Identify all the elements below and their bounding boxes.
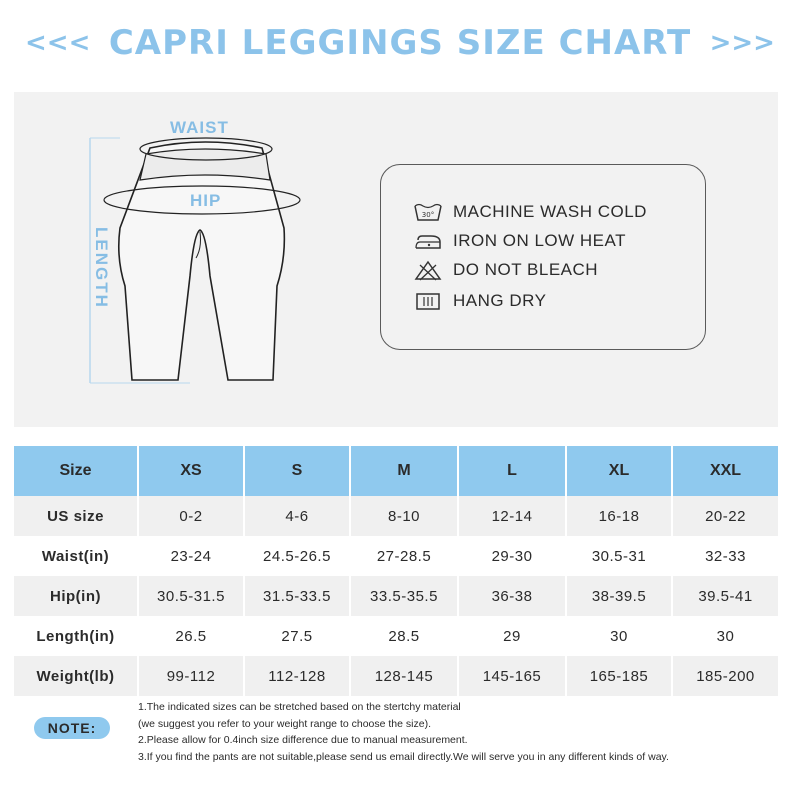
table-cell: 20-22 <box>672 496 778 536</box>
table-cell: 165-185 <box>566 656 672 696</box>
table-cell: 39.5-41 <box>672 576 778 616</box>
column-header: XXL <box>672 446 778 496</box>
table-cell: 30 <box>566 616 672 656</box>
table-cell: 24.5-26.5 <box>244 536 350 576</box>
size-table-wrapper <box>14 446 778 696</box>
table-cell: 23-24 <box>138 536 244 576</box>
row-label: Hip(in) <box>14 576 138 616</box>
care-item-dry <box>413 288 546 314</box>
right-arrows: >>> <box>709 28 775 58</box>
left-arrows: <<< <box>25 28 91 58</box>
table-cell: 12-14 <box>458 496 566 536</box>
table-cell: 29 <box>458 616 566 656</box>
table-row <box>14 496 778 536</box>
table-cell: 30.5-31.5 <box>138 576 244 616</box>
row-label: Waist(in) <box>14 536 138 576</box>
waist-label: WAIST <box>170 118 229 137</box>
length-label: LENGTH <box>92 227 111 309</box>
care-item-wash <box>413 199 647 225</box>
table-cell: 27.5 <box>244 616 350 656</box>
note-line: (we suggest you refer to your weight range to choose the size). <box>138 717 431 730</box>
table-cell: 32-33 <box>672 536 778 576</box>
column-header: Size <box>14 446 138 496</box>
table-cell: 36-38 <box>458 576 566 616</box>
row-label: US size <box>14 496 138 536</box>
care-text-wash: MACHINE WASH COLD <box>453 202 647 221</box>
table-row <box>14 616 778 656</box>
table-cell: 29-30 <box>458 536 566 576</box>
care-instructions-box <box>380 164 706 350</box>
page-title: CAPRI LEGGINGS SIZE CHART <box>108 23 692 63</box>
care-text-iron: IRON ON LOW HEAT <box>453 231 626 250</box>
column-header: XL <box>566 446 672 496</box>
table-row <box>14 536 778 576</box>
hip-label: HIP <box>190 191 222 210</box>
table-row <box>14 656 778 696</box>
table-cell: 99-112 <box>138 656 244 696</box>
notes-block <box>138 699 788 765</box>
column-header: XS <box>138 446 244 496</box>
table-header-row <box>14 446 778 496</box>
table-cell: 8-10 <box>350 496 458 536</box>
care-item-bleach <box>413 257 598 283</box>
column-header: M <box>350 446 458 496</box>
row-label: Length(in) <box>14 616 138 656</box>
care-text-bleach: DO NOT BLEACH <box>453 260 599 279</box>
column-header: S <box>244 446 350 496</box>
note-line: 1.The indicated sizes can be stretched based on the stertchy material <box>138 701 461 713</box>
table-cell: 28.5 <box>350 616 458 656</box>
note-badge: NOTE: <box>34 717 110 739</box>
table-cell: 128-145 <box>350 656 458 696</box>
note-line: 3.If you find the pants are not suitable,please send us email directly.We will serve you in any different kinds of way. <box>138 750 669 763</box>
table-cell: 4-6 <box>244 496 350 536</box>
table-cell: 27-28.5 <box>350 536 458 576</box>
table-cell: 38-39.5 <box>566 576 672 616</box>
svg-text:30°: 30° <box>421 211 435 219</box>
table-cell: 30 <box>672 616 778 656</box>
table-cell: 26.5 <box>138 616 244 656</box>
care-item-iron <box>413 228 626 254</box>
size-table <box>14 446 778 696</box>
table-cell: 0-2 <box>138 496 244 536</box>
note-line: 2.Please allow for 0.4inch size difference due to manual measurement. <box>138 734 468 746</box>
table-cell: 31.5-33.5 <box>244 576 350 616</box>
care-text-dry: HANG DRY <box>453 291 547 310</box>
table-cell: 33.5-35.5 <box>350 576 458 616</box>
table-cell: 145-165 <box>458 656 566 696</box>
table-row <box>14 576 778 616</box>
wash-30-icon <box>413 201 443 223</box>
iron-low-icon <box>413 230 443 252</box>
table-cell: 30.5-31 <box>566 536 672 576</box>
table-cell: 112-128 <box>244 656 350 696</box>
no-bleach-icon <box>413 259 443 281</box>
hang-dry-icon <box>413 290 443 312</box>
page-header <box>0 18 800 68</box>
table-cell: 16-18 <box>566 496 672 536</box>
row-label: Weight(lb) <box>14 656 138 696</box>
column-header: L <box>458 446 566 496</box>
table-cell: 185-200 <box>672 656 778 696</box>
